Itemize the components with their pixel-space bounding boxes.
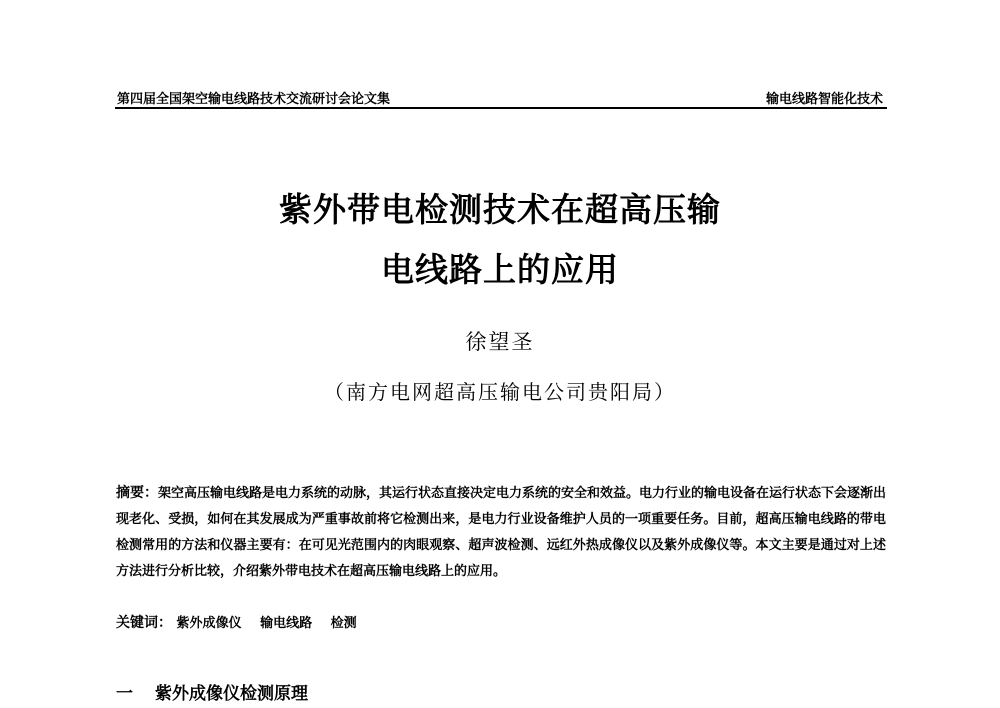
keyword-item: 紫外成像仪 <box>176 616 242 631</box>
section-number: 一 <box>116 684 133 704</box>
author-affiliation: （南方电网超高压输电公司贵阳局） <box>324 380 676 404</box>
keyword-item: 输电线路 <box>260 616 313 631</box>
section-category: 输电线路智能化技术 <box>765 92 883 107</box>
paper-title-line-1: 紫外带电检测技术在超高压输 <box>279 190 721 229</box>
keywords <box>116 612 886 632</box>
abstract-label: 摘要： <box>116 485 158 501</box>
section-heading <box>116 679 308 704</box>
running-header <box>115 81 885 107</box>
keyword-item: 检测 <box>330 616 357 631</box>
abstract <box>116 480 886 585</box>
author-name: 徐望圣 <box>465 330 535 354</box>
section-title: 紫外成像仪检测原理 <box>155 684 308 704</box>
proceedings-title: 第四届全国架空输电线路技术交流研讨会论文集 <box>117 92 391 107</box>
paper-title-line-2: 电线路上的应用 <box>381 250 619 289</box>
keywords-label: 关键词： <box>116 615 172 631</box>
header-rule <box>115 107 887 109</box>
abstract-text: 架空高压输电线路是电力系统的动脉，其运行状态直接决定电力系统的安全和效益。电力行业的输电设备在运行状态下会逐渐出现老化、受损，如何在其发展成为严重事故前将它检测出来，是电力行业设备维护人员的一项重要任务。目前，超高压输电线路的带电检测常用的方法和仪器主要有：在可见光范围内的肉眼观察、超声波检测、远红外热成像仪以及紫外成像仪等。本文主要是通过对上述方法进行分析比较，介绍紫外带电技术在超高压输电线路上的应用。 <box>116 486 887 579</box>
